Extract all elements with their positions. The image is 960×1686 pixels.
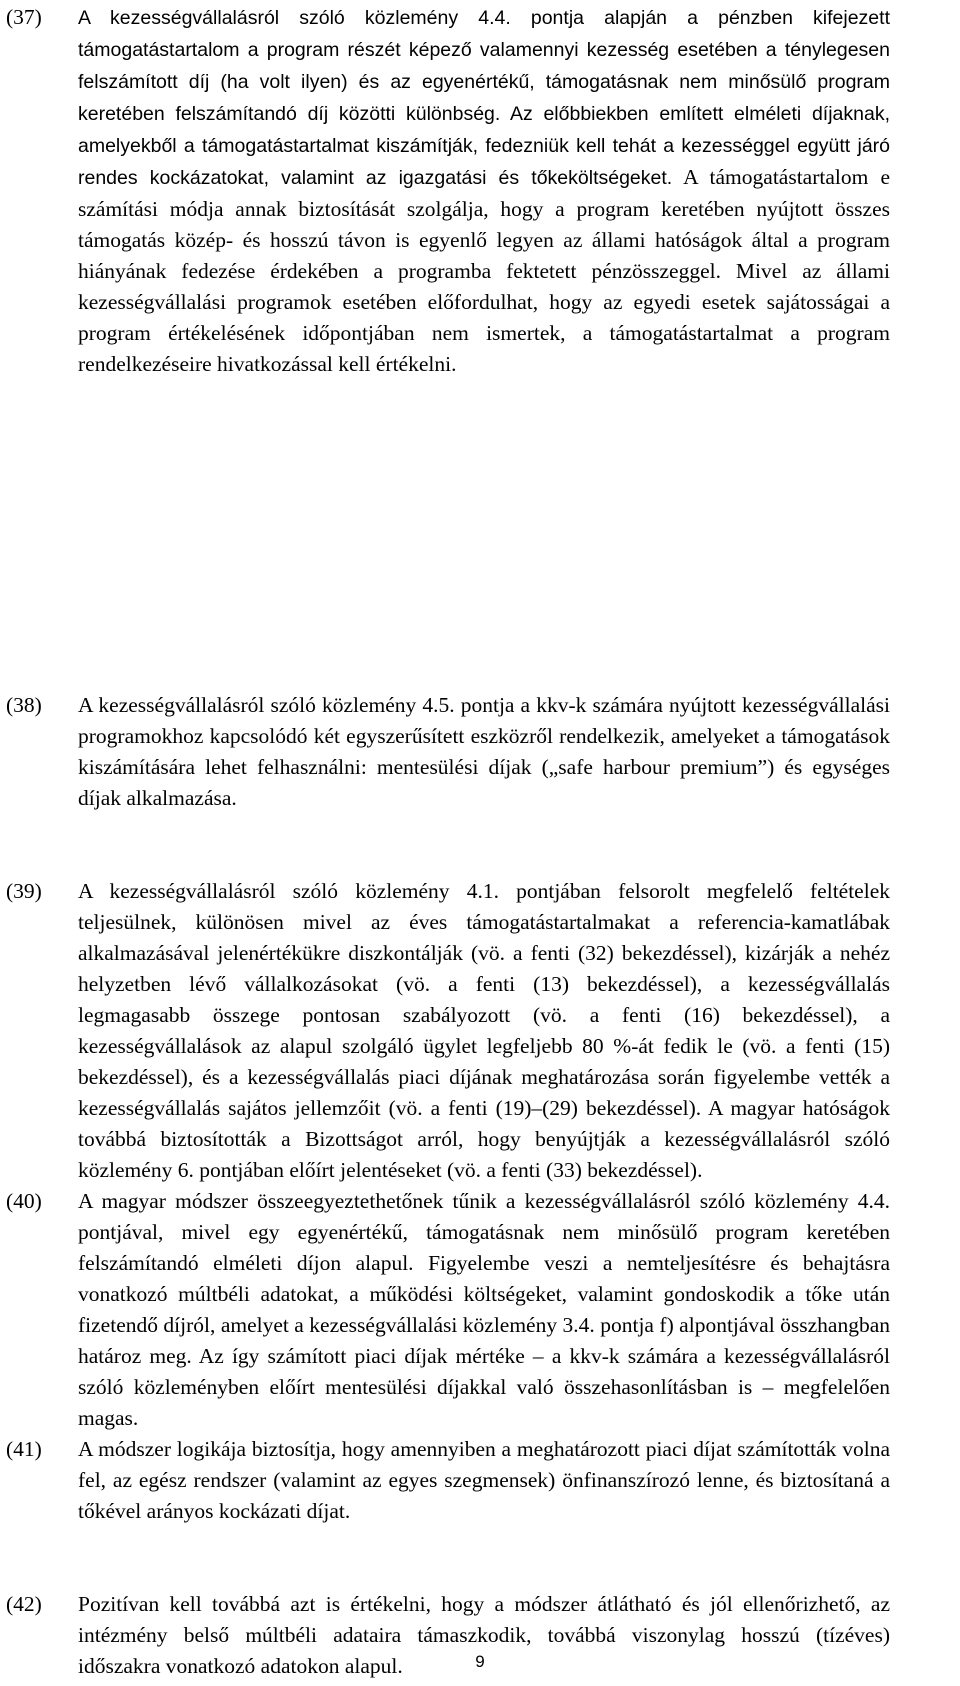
paragraph-text <box>78 2 890 380</box>
page-number: 9 <box>475 1652 485 1671</box>
paragraph-number: (41) <box>6 1437 42 1461</box>
paragraph-text-sans-segment: A kezességvállalásról szóló közlemény 4.4. pontja alapján a pénzben kifejezett támogatástartalom a program részét képező valamennyi kezesség esetében a ténylegesen felszámított díj (ha volt ilyen) és az egyenértékű, támogatásnak nem minősülő program keretében felszámítandó díj közötti különbség. <box>78 7 890 125</box>
paragraph-number: (42) <box>6 1592 42 1616</box>
paragraph-text: Pozitívan kell továbbá azt is értékelni, hogy a módszer átlátható és jól ellenőrizhető, az intézmény belső múltbéli adataira támaszkodik, továbbá viszonylag hosszú (tízéves) időszakra vonatkozó adatokon alapul. <box>78 1592 890 1678</box>
paragraph-text: A magyar módszer összeegyeztethetőnek tűnik a kezességvállalásról szóló közlemény 4.4. pontjával, mivel egy egyenértékű, támogatásnak nem minősülő program keretében felszámítandó elméleti díjon alapul. Figyelembe veszi a nemteljesítésre és behajtásra vonatkozó múltbéli adatokat, a működési költségeket, valamint gondoskodik a tőke után fizetendő díjról, amelyet a kezességvállalási közlemény 3.4. pontja f) alpontjával összhangban határoz meg. Az így számított piaci díjak mértéke – a kkv-k számára a kezességvállalásról szóló közleményben előírt mentesülési díjakkal való összehasonlításban is – megfelelően magas. <box>78 1189 890 1430</box>
paragraph-number: (37) <box>6 5 42 29</box>
paragraph-number: (38) <box>6 693 42 717</box>
paragraph-text: A kezességvállalásról szóló közlemény 4.1. pontjában felsorolt megfelelő feltételek teljesülnek, különösen mivel az éves támogatástartalmakat a referencia-kamatlábak alkalmazásával jelenértékükre diszkontálják (vö. a fenti (32) bekezdéssel), kizárják a nehéz helyzetben lévő vállalkozásokat (vö. a fenti (13) bekezdéssel), a kezességvállalás legmagasabb összege pontosan szabályozott (vö. a fenti (16) bekezdéssel), a kezességvállalások az alapul szolgáló ügylet legfeljebb 80 %-át fedik le (vö. a fenti (15) bekezdéssel), és a kezességvállalás piaci díjának meghatározása során figyelembe vették a kezességvállalás sajátos jellemzőit (vö. a fenti (19)–(29) bekezdéssel). A magyar hatóságok továbbá biztosították a Bizottságot arról, hogy benyújtják a kezességvállalásról szóló közlemény 6. pontjában előírt jelentéseket (vö. a fenti (33) bekezdéssel). <box>78 879 890 1182</box>
paragraph-number: (39) <box>6 879 42 903</box>
paragraph-text-sans-segment-2: Az előbbiekben említett elméleti díjaknak, amelyekből a támogatástartalmat kiszámítják, fedezniük kell tehát a kezességgel együtt járó rendes kockázatokat, valamint az igazgatási és tőkeköltségeket. <box>78 103 891 189</box>
paragraph-number: (40) <box>6 1189 42 1213</box>
paragraph-text-serif-segment: A támogatástartalom e számítási módja annak biztosítását szolgálja, hogy a program keretében nyújtott összes támogatás közép- és hosszú távon is egyenlő legyen az állami hatóságok által a program hiányának fedezése érdekében a programba fektetett pénzösszeggel. Mivel az állami kezességvállalási programok esetében előfordulhat, hogy az egyedi esetek sajátosságai a program értékelésének időpontjában nem ismertek, a támogatástartalmat a program rendelkezéseire hivatkozással kell értékelni. <box>78 165 890 376</box>
paragraph-text: A módszer logikája biztosítja, hogy amennyiben a meghatározott piaci díjat számították volna fel, az egész rendszer (valamint az egyes szegmensek) önfinanszírozó lenne, és biztosítaná a tőkével arányos kockázati díjat. <box>78 1437 890 1523</box>
paragraph-text: A kezességvállalásról szóló közlemény 4.5. pontja a kkv-k számára nyújtott kezességvállalási programokhoz kapcsolódó két egyszerűsített eszközről rendelkezik, amelyeket a támogatások kiszámítására lehet felhasználni: mentesülési díjak („safe harbour premium”) és egységes díjak alkalmazása. <box>78 693 890 810</box>
